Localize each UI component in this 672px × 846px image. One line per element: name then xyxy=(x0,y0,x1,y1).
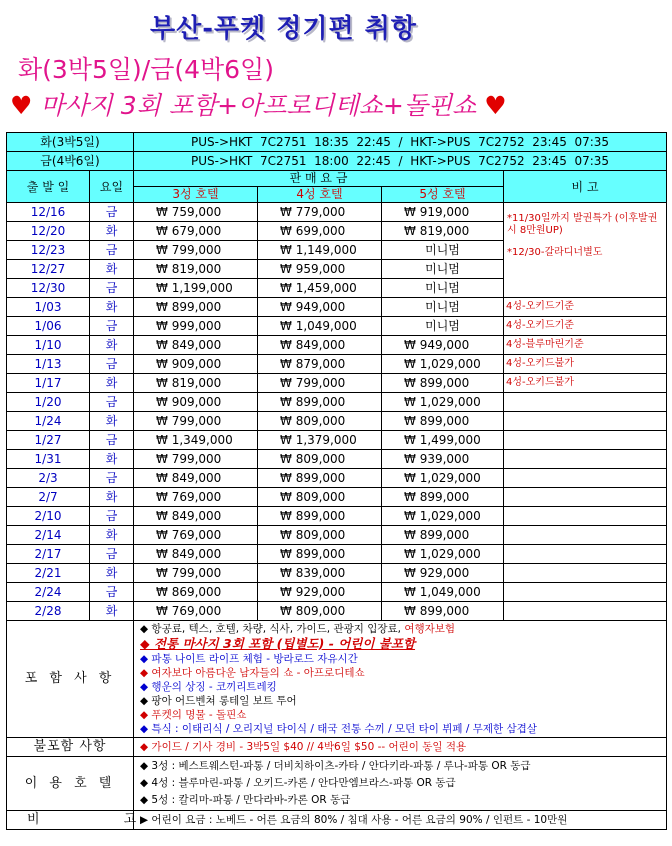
weekday: 금 xyxy=(90,317,134,336)
price-4star: ₩ 839,000 xyxy=(258,564,382,583)
tagline-text: 마사지 3회 포함+아프로디테쇼+돌핀쇼 xyxy=(40,91,477,120)
weekday-header: 요일 xyxy=(90,171,134,203)
excludes-row xyxy=(7,738,667,757)
table-row xyxy=(7,355,667,374)
table-row xyxy=(7,602,667,621)
table-row xyxy=(7,564,667,583)
price-3star: ₩ 1,199,000 xyxy=(134,279,258,298)
departure-date: 1/20 xyxy=(7,393,90,412)
price-group-header: 판 매 요 금 xyxy=(134,171,504,187)
price-3star: ₩ 909,000 xyxy=(134,393,258,412)
price-5star: ₩ 919,000 xyxy=(382,203,504,222)
weekday: 화 xyxy=(90,488,134,507)
price-4star: ₩ 1,149,000 xyxy=(258,241,382,260)
include-item: ◆ 여자보다 아름다운 남자들의 쇼 - 아프로디테쇼 xyxy=(140,667,365,679)
price-3star: ₩ 1,349,000 xyxy=(134,431,258,450)
price-3star: ₩ 679,000 xyxy=(134,222,258,241)
price-4star: ₩ 899,000 xyxy=(258,545,382,564)
price-3star: ₩ 769,000 xyxy=(134,526,258,545)
departure-date: 1/24 xyxy=(7,412,90,431)
weekday: 금 xyxy=(90,279,134,298)
flight-info: PUS->HKT 7C2751 18:35 22:45 / HKT->PUS 7C2752 23:45 07:35 xyxy=(134,133,667,152)
departure-date: 2/24 xyxy=(7,583,90,602)
weekday: 금 xyxy=(90,507,134,526)
include-item: ◆ 항공료, 텍스, 호텔, 차량, 식사, 가이드, 관광지 입장료, xyxy=(140,623,405,635)
weekday: 금 xyxy=(90,241,134,260)
include-item-massage: ◆ 전통 마사지 3회 포함 (팁별도) - 어린이 불포함 xyxy=(140,636,416,651)
table-row xyxy=(7,507,667,526)
weekday: 금 xyxy=(90,393,134,412)
price-3star: ₩ 819,000 xyxy=(134,374,258,393)
heart-icon: ♥ xyxy=(484,91,507,120)
price-4star: ₩ 1,049,000 xyxy=(258,317,382,336)
departure-date: 12/27 xyxy=(7,260,90,279)
price-3star: ₩ 769,000 xyxy=(134,602,258,621)
weekday: 금 xyxy=(90,431,134,450)
price-5star: ₩ 899,000 xyxy=(382,412,504,431)
price-5star: ₩ 899,000 xyxy=(382,526,504,545)
departure-header: 출 발 일 xyxy=(7,171,90,203)
table-row xyxy=(7,203,667,222)
remarks-cell: 4성-블루마린기준 xyxy=(504,336,667,355)
price-5star: ₩ 899,000 xyxy=(382,602,504,621)
price-table xyxy=(6,132,667,830)
remarks-cell: 4성-오키드불가 xyxy=(504,355,667,374)
price-4star: ₩ 799,000 xyxy=(258,374,382,393)
weekday: 화 xyxy=(90,526,134,545)
page-title: 부산-푸켓 정기편 취항 xyxy=(150,14,417,44)
table-row xyxy=(7,450,667,469)
flight-row xyxy=(7,133,667,152)
remarks-cell xyxy=(504,431,667,450)
price-4star: ₩ 809,000 xyxy=(258,526,382,545)
departure-date: 12/20 xyxy=(7,222,90,241)
include-item-insurance: 여행자보험 xyxy=(404,623,456,635)
weekday: 화 xyxy=(90,298,134,317)
weekday: 금 xyxy=(90,203,134,222)
departure-date: 2/3 xyxy=(7,469,90,488)
price-5star: ₩ 939,000 xyxy=(382,450,504,469)
remarks-cell: 4성-오키드불가 xyxy=(504,374,667,393)
hotel-4star: ◆ 4성 : 블루마린-파통 / 오키드-카론 / 안다만엠브라스-파통 OR 동급 xyxy=(140,777,456,789)
price-3star: ₩ 799,000 xyxy=(134,412,258,431)
price-4star: ₩ 809,000 xyxy=(258,450,382,469)
departure-date: 2/21 xyxy=(7,564,90,583)
note-label: 비 고 xyxy=(7,811,134,830)
weekday: 화 xyxy=(90,564,134,583)
price-5star: ₩ 1,029,000 xyxy=(382,469,504,488)
flight-info: PUS->HKT 7C2751 18:00 22:45 / HKT->PUS 7C2752 23:45 07:35 xyxy=(134,152,667,171)
flight-label: 화(3박5일) xyxy=(7,133,134,152)
remarks-cell xyxy=(504,526,667,545)
heart-icon: ♥ xyxy=(10,91,33,120)
hotel5-header: 5성 호텔 xyxy=(382,187,504,203)
includes-label: 포 함 사 항 xyxy=(7,621,134,738)
weekday: 금 xyxy=(90,355,134,374)
remarks-cell xyxy=(504,469,667,488)
table-row xyxy=(7,469,667,488)
departure-date: 2/14 xyxy=(7,526,90,545)
price-4star: ₩ 949,000 xyxy=(258,298,382,317)
excludes-label: 불포함 사항 xyxy=(7,738,134,757)
price-3star: ₩ 909,000 xyxy=(134,355,258,374)
price-3star: ₩ 999,000 xyxy=(134,317,258,336)
flight-row xyxy=(7,152,667,171)
price-5star: ₩ 949,000 xyxy=(382,336,504,355)
price-4star: ₩ 699,000 xyxy=(258,222,382,241)
departure-date: 12/30 xyxy=(7,279,90,298)
weekday: 화 xyxy=(90,602,134,621)
price-3star: ₩ 799,000 xyxy=(134,564,258,583)
price-4star: ₩ 899,000 xyxy=(258,469,382,488)
price-4star: ₩ 1,379,000 xyxy=(258,431,382,450)
price-3star: ₩ 819,000 xyxy=(134,260,258,279)
hotel4-header: 4성 호텔 xyxy=(258,187,382,203)
include-item: ◆ 특식 : 이태리식 / 오리지널 타이식 / 태국 전통 수끼 / 모던 타이 뷔페 / 무제한 삼겹살 xyxy=(140,723,537,735)
departure-date: 1/27 xyxy=(7,431,90,450)
price-5star: ₩ 1,499,000 xyxy=(382,431,504,450)
hotel-3star: ◆ 3성 : 베스트웨스턴-파통 / 더비치하이츠-카타 / 안다키라-파통 / 루나-파통 OR 동급 xyxy=(140,760,531,772)
departure-date: 1/06 xyxy=(7,317,90,336)
weekday: 화 xyxy=(90,222,134,241)
price-5star: ₩ 1,029,000 xyxy=(382,507,504,526)
include-item: ◆ 파통 나이트 라이프 체험 - 방라로드 자유시간 xyxy=(140,653,358,665)
price-5star: 미니멈 xyxy=(382,298,504,317)
remarks-cell xyxy=(504,583,667,602)
price-5star: ₩ 1,029,000 xyxy=(382,393,504,412)
price-3star: ₩ 849,000 xyxy=(134,469,258,488)
price-3star: ₩ 799,000 xyxy=(134,450,258,469)
remarks-cell xyxy=(504,488,667,507)
weekday: 화 xyxy=(90,336,134,355)
departure-date: 1/13 xyxy=(7,355,90,374)
departure-date: 2/17 xyxy=(7,545,90,564)
price-4star: ₩ 929,000 xyxy=(258,583,382,602)
price-3star: ₩ 849,000 xyxy=(134,507,258,526)
price-5star: ₩ 929,000 xyxy=(382,564,504,583)
table-row xyxy=(7,431,667,450)
table-row xyxy=(7,412,667,431)
price-4star: ₩ 809,000 xyxy=(258,488,382,507)
remarks-cell xyxy=(504,450,667,469)
header-row xyxy=(7,171,667,187)
hotels-label: 이 용 호 텔 xyxy=(7,757,134,811)
departure-date: 1/17 xyxy=(7,374,90,393)
weekday: 화 xyxy=(90,412,134,431)
excludes-text: ◆ 가이드 / 기사 경비 - 3박5일 $40 // 4박6일 $50 -- 어린이 동일 적용 xyxy=(134,738,667,757)
remarks-cell xyxy=(504,507,667,526)
hotel3-header: 3성 호텔 xyxy=(134,187,258,203)
departure-date: 2/28 xyxy=(7,602,90,621)
price-5star: ₩ 1,049,000 xyxy=(382,583,504,602)
weekday: 화 xyxy=(90,374,134,393)
tagline xyxy=(10,86,507,122)
weekday: 화 xyxy=(90,260,134,279)
price-3star: ₩ 759,000 xyxy=(134,203,258,222)
price-3star: ₩ 849,000 xyxy=(134,336,258,355)
galadinner-note: *12/30-갈라디너별도 xyxy=(507,247,603,258)
weekday: 금 xyxy=(90,545,134,564)
price-3star: ₩ 869,000 xyxy=(134,583,258,602)
table-row xyxy=(7,583,667,602)
price-4star: ₩ 809,000 xyxy=(258,602,382,621)
remarks-cell xyxy=(504,564,667,583)
price-4star: ₩ 779,000 xyxy=(258,203,382,222)
price-3star: ₩ 849,000 xyxy=(134,545,258,564)
table-row xyxy=(7,317,667,336)
departure-date: 1/10 xyxy=(7,336,90,355)
price-3star: ₩ 799,000 xyxy=(134,241,258,260)
departure-date: 1/31 xyxy=(7,450,90,469)
price-5star: 미니멈 xyxy=(382,317,504,336)
price-4star: ₩ 849,000 xyxy=(258,336,382,355)
remarks-cell xyxy=(504,545,667,564)
table-row xyxy=(7,526,667,545)
price-5star: 미니멈 xyxy=(382,260,504,279)
departure-date: 2/10 xyxy=(7,507,90,526)
remarks-cell: 4성-오키드기준 xyxy=(504,298,667,317)
price-5star: 미니멈 xyxy=(382,241,504,260)
weekday: 금 xyxy=(90,583,134,602)
price-5star: ₩ 1,029,000 xyxy=(382,355,504,374)
weekday: 화 xyxy=(90,450,134,469)
remarks-cell: 4성-오키드기준 xyxy=(504,317,667,336)
departure-date: 12/23 xyxy=(7,241,90,260)
schedule-subtitle: 화(3박5일)/금(4박6일) xyxy=(18,55,274,84)
departure-date: 12/16 xyxy=(7,203,90,222)
weekday: 금 xyxy=(90,469,134,488)
table-row xyxy=(7,545,667,564)
includes-row xyxy=(7,621,667,738)
remarks-header: 비 고 xyxy=(504,171,667,203)
include-item: ◆ 푸켓의 명물 - 돌핀쇼 xyxy=(140,709,247,721)
price-3star: ₩ 899,000 xyxy=(134,298,258,317)
page-header xyxy=(0,0,672,128)
remarks-cell xyxy=(504,393,667,412)
price-4star: ₩ 899,000 xyxy=(258,393,382,412)
departure-date: 2/7 xyxy=(7,488,90,507)
include-item: ◆ 행운의 상징 - 코끼리트레킹 xyxy=(140,681,277,693)
flight-label: 금(4박6일) xyxy=(7,152,134,171)
price-5star: ₩ 899,000 xyxy=(382,374,504,393)
departure-date: 1/03 xyxy=(7,298,90,317)
table-row xyxy=(7,336,667,355)
note-text: ▶ 어린이 요금 : 노베드 - 어른 요금의 80% / 침대 사용 - 어른 요금의 90% / 인펀트 - 10만원 xyxy=(134,811,667,830)
promo-note: *11/30일까지 발권특가 (이후발권시 8만원UP) xyxy=(507,213,658,236)
note-row xyxy=(7,811,667,830)
table-row xyxy=(7,298,667,317)
price-4star: ₩ 879,000 xyxy=(258,355,382,374)
table-row xyxy=(7,374,667,393)
include-item: ◆ 팡아 어드벤쳐 롱테일 보트 투어 xyxy=(140,695,297,707)
hotels-row xyxy=(7,757,667,811)
includes-list xyxy=(134,621,667,738)
price-4star: ₩ 1,459,000 xyxy=(258,279,382,298)
price-5star: ₩ 899,000 xyxy=(382,488,504,507)
price-4star: ₩ 809,000 xyxy=(258,412,382,431)
price-4star: ₩ 899,000 xyxy=(258,507,382,526)
price-5star: ₩ 1,029,000 xyxy=(382,545,504,564)
price-5star: ₩ 819,000 xyxy=(382,222,504,241)
price-3star: ₩ 769,000 xyxy=(134,488,258,507)
remarks-cell xyxy=(504,412,667,431)
price-5star: 미니멈 xyxy=(382,279,504,298)
hotel-5star: ◆ 5성 : 칼리마-파통 / 만다라바-카론 OR 동급 xyxy=(140,794,351,806)
hotels-list xyxy=(134,757,667,811)
table-row xyxy=(7,393,667,412)
remarks-cell xyxy=(504,602,667,621)
remarks-cell xyxy=(504,203,667,298)
table-row xyxy=(7,488,667,507)
price-4star: ₩ 959,000 xyxy=(258,260,382,279)
